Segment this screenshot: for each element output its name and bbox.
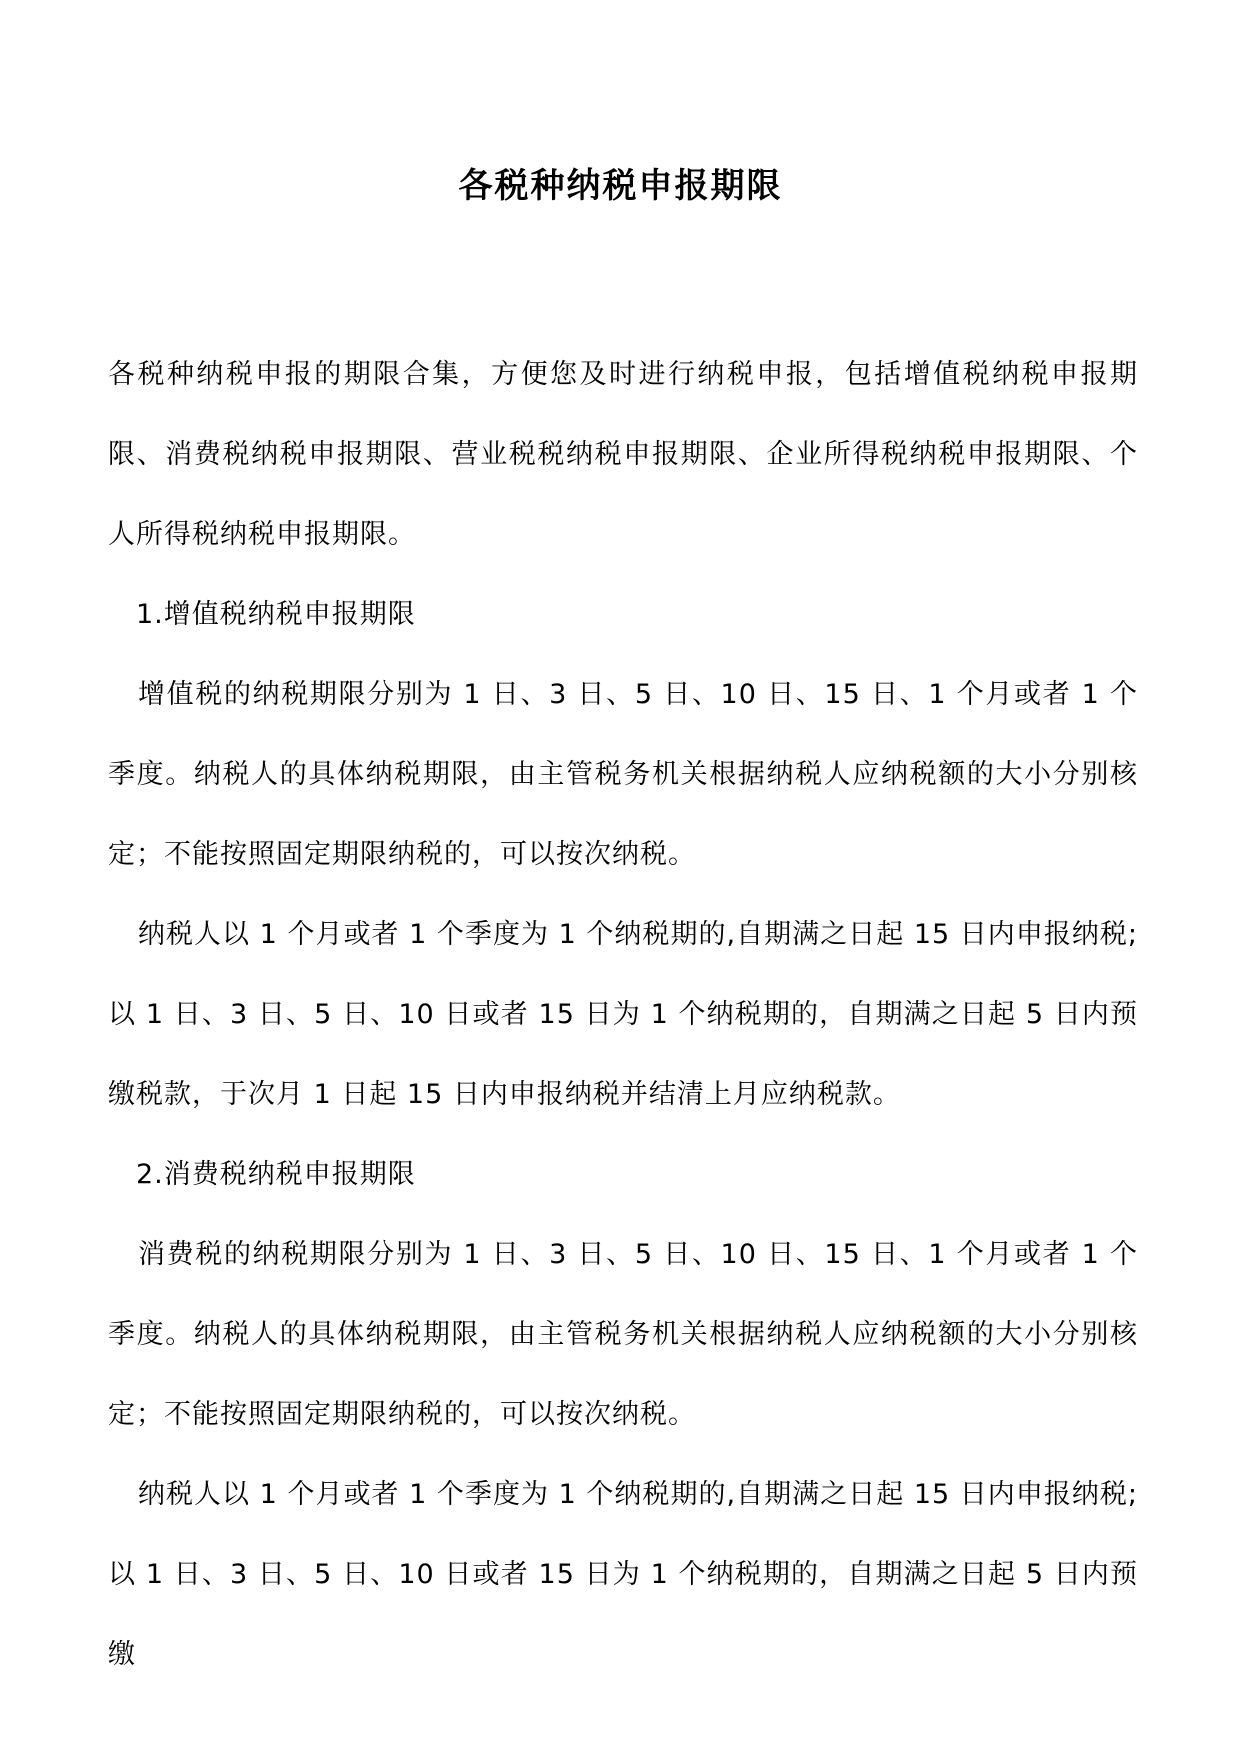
section-paragraph: 纳税人以 1 个月或者 1 个季度为 1 个纳税期的,自期满之日起 15 日内申报纳税;以 1 日、3 日、5 日、10 日或者 15 日为 1 个纳税期的，自期满之日起 5 日内预缴税款，于次月 1 日起 15 日内申报纳税并结清上月应纳税款。 — [108, 919, 1138, 1110]
section-paragraph: 增值税的纳税期限分别为 1 日、3 日、5 日、10 日、15 日、1 个月或者 1 个季度。纳税人的具体纳税期限，由主管税务机关根据纳税人应纳税额的大小分别核定；不能按照固定期限纳税的，可以按次纳税。 — [108, 679, 1138, 870]
section-heading: 1.增值税纳税申报期限 — [136, 599, 416, 630]
section-consumption-tax — [108, 1135, 1138, 1695]
section-paragraph: 纳税人以 1 个月或者 1 个季度为 1 个纳税期的,自期满之日起 15 日内申报纳税;以 1 日、3 日、5 日、10 日或者 15 日为 1 个纳税期的，自期满之日起 5 日内预缴 — [108, 1479, 1138, 1670]
section-heading: 2.消费税纳税申报期限 — [136, 1159, 416, 1190]
intro-paragraph: 各税种纳税申报的期限合集，方便您及时进行纳税申报，包括增值税纳税申报期限、消费税纳税申报期限、营业税税纳税申报期限、企业所得税纳税申报期限、个人所得税纳税申报期限。 — [108, 359, 1138, 550]
section-vat — [108, 575, 1138, 1135]
document-title: 各税种纳税申报期限 — [458, 166, 783, 206]
section-paragraph: 消费税的纳税期限分别为 1 日、3 日、5 日、10 日、15 日、1 个月或者 1 个季度。纳税人的具体纳税期限，由主管税务机关根据纳税人应纳税额的大小分别核定；不能按照固定期限纳税的，可以按次纳税。 — [108, 1239, 1138, 1430]
document-body — [108, 335, 1138, 1695]
